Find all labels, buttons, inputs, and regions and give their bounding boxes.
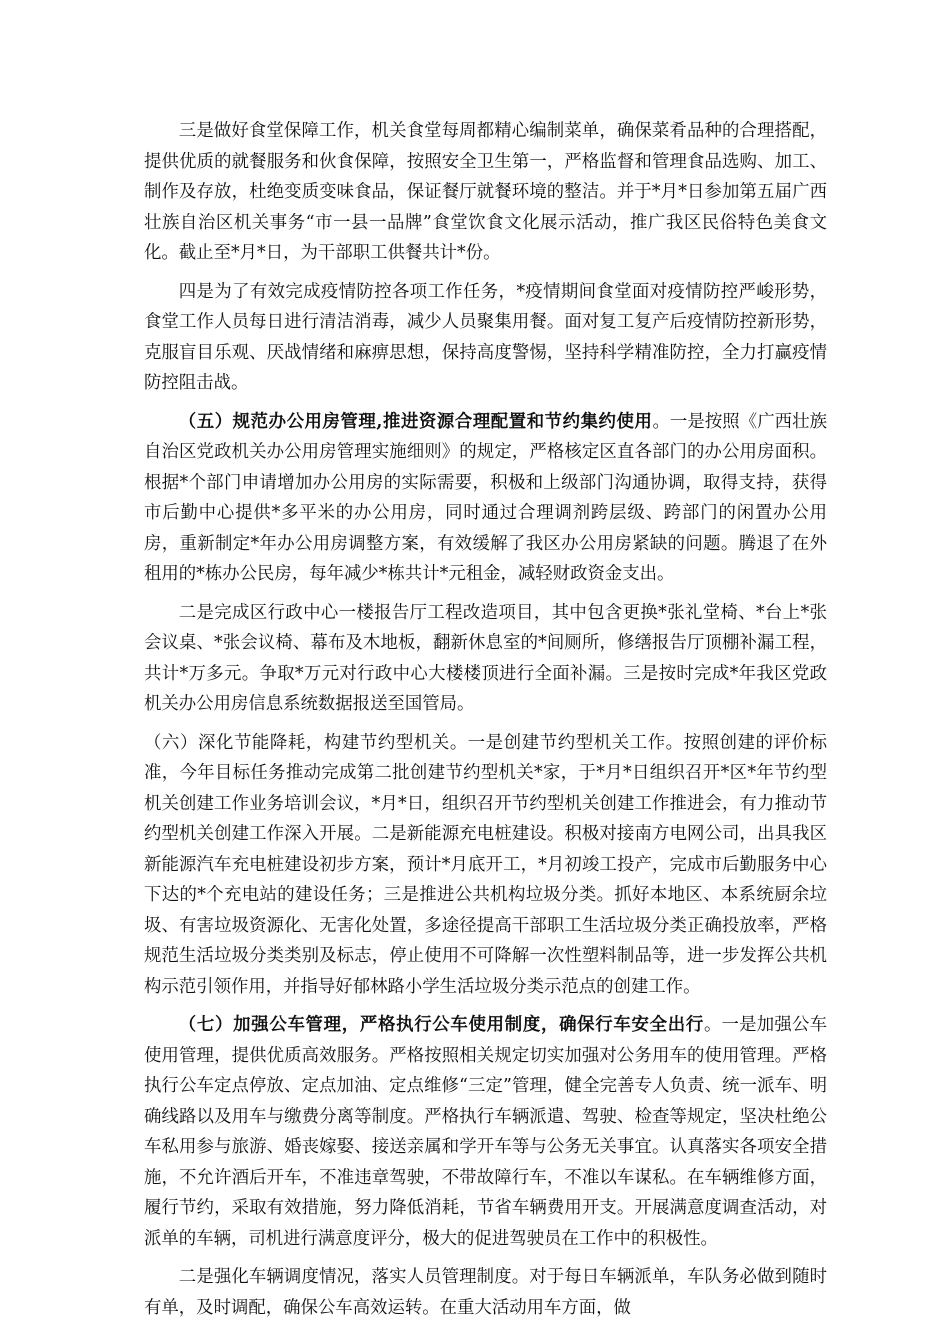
- paragraph-text: （六）深化节能降耗，构建节约型机关。一是创建节约型机关工作。按照创建的评价标准，今年目标任务推动完成第二批创建节约型机关*家，于*月*日组织召开*区*年节约型机关创建工作业务培训会议，*月*日，组织召开节约型机关创建工作推进会，有力推动节约型机关创建工作深入开展。二是新能源充电桩建设。积极对接南方电网公司，出具我区新能源汽车充电桩建设初步方案，预计*月底开工，*月初竣工投产，完成市后勤服务中心下达的*个充电站的建设任务；三是推进公共机构垃圾分类。抓好本地区、本系统厨余垃圾、有害垃圾资源化、无害化处置，多途径提高干部职工生活垃圾分类正确投放率，严格规范生活垃圾分类类别及标志，停止使用不可降解一次性塑料制品等，进一步发挥公共机构示范引领作用，并指导好郁林路小学生活垃圾分类示范点的创建工作。: [144, 732, 827, 997]
- paragraph-text: 三是做好食堂保障工作，机关食堂每周都精心编制菜单，确保菜肴品种的合理搭配，提供优质的就餐服务和伙食保障，按照安全卫生第一，严格监督和管理食品选购、加工、制作及存放，杜绝变质变味食品，保证餐厅就餐环境的整洁。并于*月*日参加第五届广西壮族自治区机关事务“市一县一品牌”食堂饮食文化展示活动，推广我区民俗特色美食文化。截止至*月*日，为干部职工供餐共计*份。: [144, 121, 827, 263]
- paragraph-energy-saving: [144, 728, 827, 1003]
- paragraph-text: 二是强化车辆调度情况，落实人员管理制度。对于每日车辆派单，车队务必做到随时有单，及时调配，确保公车高效运转。在重大活动用车方面，做: [144, 1267, 827, 1318]
- section-heading: （五）规范办公用房管理,推进资源合理配置和节约集约使用: [178, 411, 653, 432]
- paragraph-epidemic: [144, 277, 827, 399]
- section-heading: （七）加强公车管理，严格执行公车使用制度，确保行车安全出行: [178, 1015, 704, 1035]
- paragraph-auditorium: [144, 598, 827, 720]
- paragraph-text: 。一是按照《广西壮族自治区党政机关办公用房管理实施细则》的规定，严格核定区直各部门的办公用房面积。根据*个部门申请增加办公用房的实际需要，积极和上级部门沟通协调，取得支持，获得市后勤中心提供*多平米的办公用房，同时通过合理调剂跨层级、跨部门的闲置办公用房，重新制定*年办公用房调整方案，有效缓解了我区办公用房紧缺的问题。腾退了在外租用的*栋办公民房，每年减少*栋共计*元租金，减轻财政资金支出。: [144, 411, 827, 584]
- paragraph-office-space: [144, 407, 827, 590]
- paragraph-dispatch: [144, 1262, 827, 1323]
- document-page: [144, 116, 827, 1323]
- paragraph-text: 四是为了有效完成疫情防控各项工作任务，*疫情期间食堂面对疫情防控严峻形势，食堂工作人员每日进行清洁消毒，减少人员聚集用餐。面对复工复产后疫情防控新形势，克服盲目乐观、厌战情绪和麻痹思想，保持高度警惕，坚持科学精准防控，全力打赢疫情防控阻击战。: [144, 281, 827, 393]
- paragraph-text: 二是完成区行政中心一楼报告厅工程改造项目，其中包含更换*张礼堂椅、*台上*张会议桌、*张会议椅、幕布及木地板，翻新休息室的*间厕所，修缮报告厅顶棚补漏工程，共计*万多元。争取*万元对行政中心大楼楼顶进行全面补漏。三是按时完成*年我区党政机关办公用房信息系统数据报送至国管局。: [144, 602, 827, 714]
- paragraph-canteen: [144, 116, 827, 269]
- paragraph-vehicles: [144, 1010, 827, 1254]
- paragraph-text: 。一是加强公车使用管理，提供优质高效服务。严格按照相关规定切实加强对公务用车的使用管理。严格执行公车定点停放、定点加油、定点维修“三定”管理，健全完善专人负责、统一派车、明确线路以及用车与缴费分离等制度。严格执行车辆派遣、驾驶、检查等规定，坚决杜绝公车私用参与旅游、婚丧嫁娶、接送亲属和学开车等与公务无关事宜。认真落实各项安全措施，不允许酒后开车，不准违章驾驶，不带故障行车，不准以车谋私。在车辆维修方面，履行节约，采取有效措施，努力降低消耗，节省车辆费用开支。开展满意度调查活动，对派单的车辆，司机进行满意度评分，极大的促进驾驶员在工作中的积极性。: [144, 1015, 827, 1249]
